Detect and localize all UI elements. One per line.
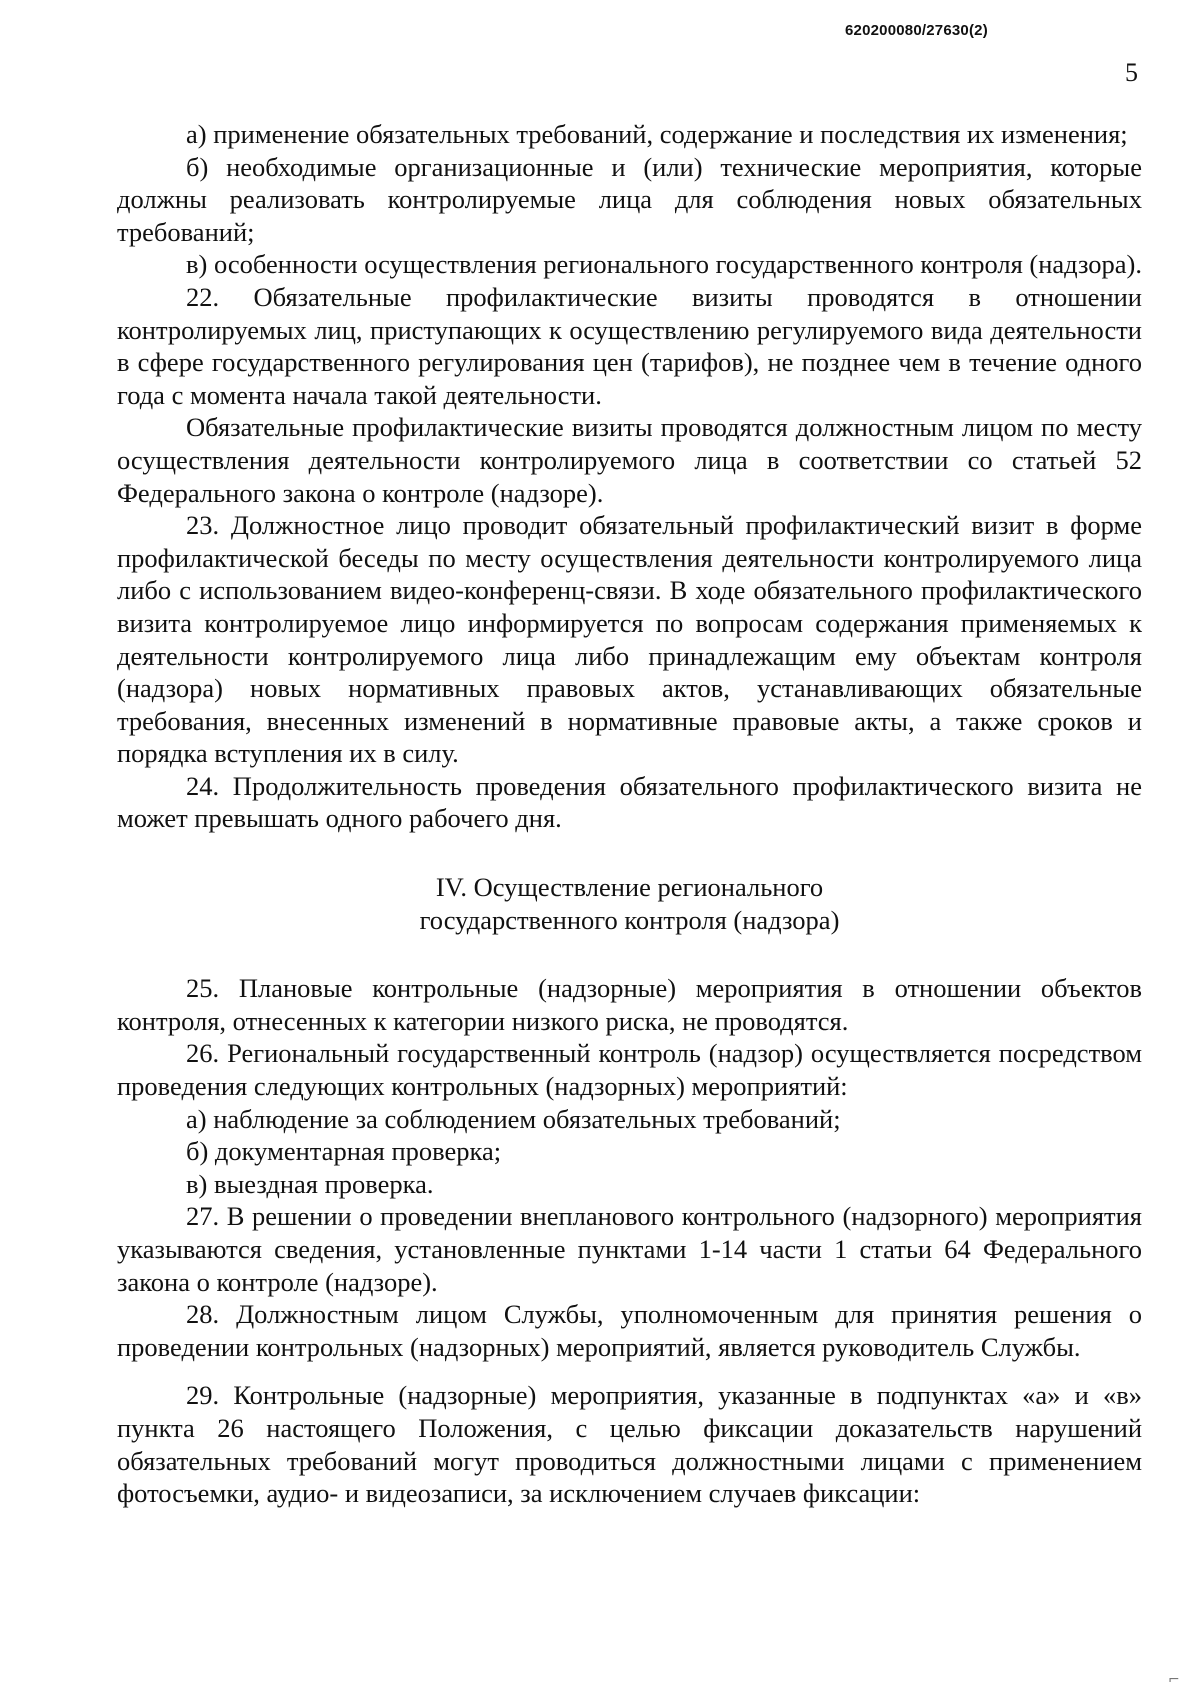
section-heading-line-2: государственного контроля (надзора) <box>419 904 840 935</box>
paragraph-22: 22. Обязательные профилактические визиты проводятся в отношении контролируемых лиц, приступающих к осуществлению регулируемого вида деятельности в сфере государственного регулирования цен (тарифов), не позднее чем в течение одного года с момента начала такой деятельности. <box>117 281 1142 410</box>
paragraph-22-continued: Обязательные профилактические визиты проводятся должностным лицом по месту осуществления деятельности контролируемого лица в соответствии со статьей 52 Федерального закона о контроле (надзоре). <box>117 412 1142 508</box>
scan-mark-icon: ⌐ <box>1168 1672 1180 1688</box>
section-heading-line-1: IV. Осуществление регионального <box>435 872 824 903</box>
section-heading <box>117 871 1142 936</box>
document-body <box>117 118 1142 1510</box>
paragraph-27: 27. В решении о проведении внепланового контрольного (надзорного) мероприятия указываются сведения, установленные пунктами 1-14 части 1 статьи 64 Федерального закона о контроле (надзоре). <box>117 1201 1142 1297</box>
paragraph-21a: а) применение обязательных требований, содержание и последствия их изменения; <box>186 119 1128 149</box>
paragraph-26: 26. Региональный государственный контроль (надзор) осуществляется посредством проведения следующих контрольных (надзорных) мероприятий: <box>117 1038 1142 1102</box>
paragraph-25: 25. Плановые контрольные (надзорные) мероприятия в отношении объектов контроля, отнесенных к категории низкого риска, не проводятся. <box>117 973 1142 1036</box>
paragraph-26c: в) выездная проверка. <box>186 1168 434 1199</box>
paragraph-28: 28. Должностным лицом Службы, уполномоченным для принятия решения о проведении контрольных (надзорных) мероприятий, является руководитель Службы. <box>117 1299 1142 1362</box>
paragraph-21b: б) необходимые организационные и (или) технические мероприятия, которые должны реализовать контролируемые лица для соблюдения новых обязательных требований; <box>117 151 1142 247</box>
document-registration-number: 620200080/27630(2) <box>845 22 988 39</box>
paragraph-21c: в) особенности осуществления регионального государственного контроля (надзора). <box>186 249 1143 280</box>
paragraph-23: 23. Должностное лицо проводит обязательный профилактический визит в форме профилактической беседы по месту осуществления деятельности контролируемого лица либо с использованием видео-конференц-связи. В ходе обязательного профилактического визита контролируемое лицо информируется по вопросам содержания применяемых к деятельности контролируемого лица либо принадлежащим ему объектам контроля (надзора) новых нормативных правовых актов, устанавливающих обязательные требования, внесенных изменений в нормативные правовые акты, а также сроков и порядка вступления их в силу. <box>117 510 1142 769</box>
paragraph-29: 29. Контрольные (надзорные) мероприятия, указанные в подпунктах «а» и «в» пункта 26 настоящего Положения, с целью фиксации доказательств нарушений обязательных требований могут проводиться должностными лицами с применением фотосъемки, аудио- и видеозаписи, за исключением случаев фиксации: <box>117 1380 1142 1509</box>
page-number: 5 <box>1125 58 1138 87</box>
paragraph-26a: а) наблюдение за соблюдением обязательных требований; <box>186 1103 841 1134</box>
paragraph-24: 24. Продолжительность проведения обязательного профилактического визита не может превышать одного рабочего дня. <box>117 770 1142 834</box>
paragraph-26b: б) документарная проверка; <box>186 1136 502 1167</box>
